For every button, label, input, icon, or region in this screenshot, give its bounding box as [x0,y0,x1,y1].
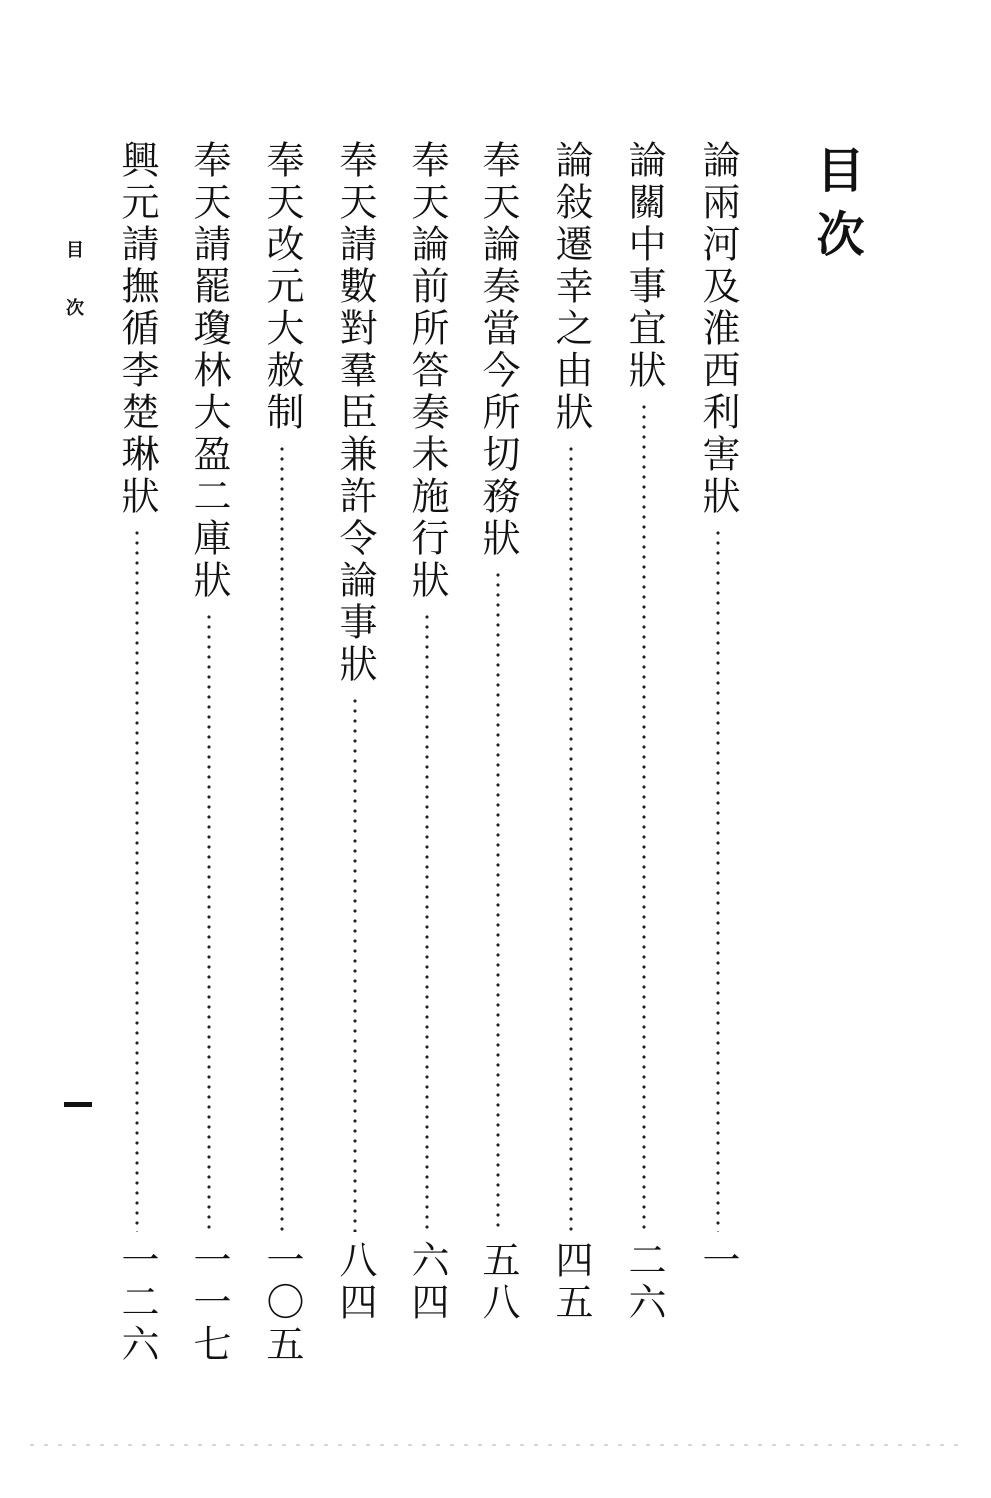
toc-entry[interactable] [184,140,234,1366]
entry-page-number: 二六 [622,1240,666,1324]
scan-artifact-line [30,1444,961,1446]
toc-entry[interactable] [473,140,523,1350]
entry-page-number: 一 [696,1240,740,1282]
toc-entry[interactable] [402,140,452,1350]
entry-page-number: 一〇五 [260,1240,304,1366]
folio-page-number [64,1102,92,1107]
toc-entry[interactable] [330,140,380,1350]
entry-title: 論兩河及淮西利害狀 [696,140,740,518]
entry-page-number: 六四 [405,1240,449,1324]
dot-leader [716,528,720,1232]
page-title: 目次 [808,145,864,273]
entry-title: 奉天請罷瓊林大盈二庫狀 [187,140,231,602]
toc-entry[interactable] [257,140,307,1366]
entry-page-number: 一二六 [115,1240,159,1366]
entry-page-number: 八四 [333,1240,377,1324]
entry-title: 奉天改元大赦制 [260,140,304,434]
toc-entry[interactable] [693,140,743,1350]
dot-leader [135,528,139,1232]
dot-leader [280,444,284,1232]
toc-entry[interactable] [546,140,596,1350]
entry-page-number: 四五 [549,1240,593,1324]
entry-title: 奉天請數對羣臣兼許令論事狀 [333,140,377,686]
entry-title: 論敍遷幸之由狀 [549,140,593,434]
dot-leader [425,612,429,1232]
entry-page-number: 一一七 [187,1240,231,1366]
running-head: 目次 [63,240,84,356]
entry-title: 興元請撫循李楚琳狀 [115,140,159,518]
toc-entry[interactable] [619,140,669,1350]
entry-page-number: 五八 [476,1240,520,1324]
dot-leader [642,402,646,1232]
entry-title: 奉天論奏當今所切務狀 [476,140,520,560]
dot-leader [569,444,573,1232]
entry-title: 論關中事宜狀 [622,140,666,392]
dot-leader [207,612,211,1232]
dot-leader [496,570,500,1232]
toc-entry[interactable] [112,140,162,1366]
entry-title: 奉天論前所答奏未施行狀 [405,140,449,602]
dot-leader [353,696,357,1232]
